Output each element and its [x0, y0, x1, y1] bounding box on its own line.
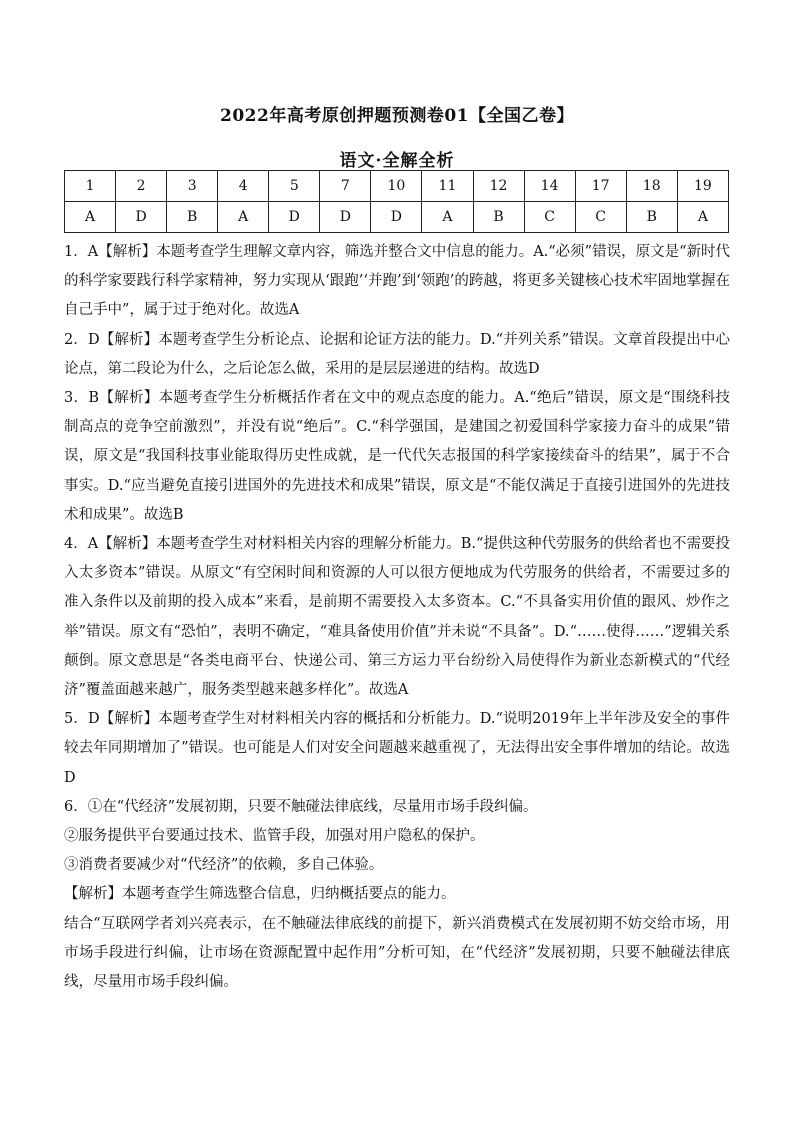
answer-cell: A: [65, 202, 116, 233]
question-number-cell: 5: [269, 171, 320, 202]
solution-paragraph: 5．D【解析】本题考查学生对材料相关内容的概括和分析能力。D.“说明2019年上半年涉及安全的事件较去年同期增加了”错误。也可能是人们对安全问题越来越重视了，无法得出安全事件增加的结论。故选D: [64, 711, 730, 786]
solution-paragraph: 1．A【解析】本题考查学生理解文章内容，筛选并整合文中信息的能力。A.“必须”错误，原文是“新时代的科学家要践行科学家精神，努力实现从‘跟跑’‘并跑’到‘领跑’的跨越，将更多关键核心技术牢固地掌握在自己手中”，属于过于绝对化。故选A: [64, 244, 731, 319]
question-number-cell: 10: [371, 171, 422, 202]
answer-cell: D: [320, 202, 371, 233]
solution-paragraph: 3．B【解析】本题考查学生分析概括作者在文中的观点态度的能力。A.“绝后”错误，原文是“围绕科技制高点的竞争空前激烈”，并没有说“绝后”。C.“科学强国，是建国之初爱国科学家接力奋斗的成果”错误，原文是“我国科技事业能取得历史性成就，是一代代矢志报国的科学家接续奋斗的结果”，属于不合事实。D.“应当避免直接引进国外的先进技术和成果”错误，原文是“不能仅满足于直接引进国外的先进技术和成果”。故选B: [64, 390, 730, 523]
solution-paragraph: 6．①在“代经济”发展初期，只要不触碰法律底线，尽量用市场手段纠偏。: [64, 798, 538, 815]
question-number-cell: 17: [575, 171, 626, 202]
answer-row: [65, 202, 729, 233]
answer-cell: D: [269, 202, 320, 233]
answer-cell: A: [422, 202, 473, 233]
answer-cell: A: [218, 202, 269, 233]
question-number-cell: 19: [677, 171, 728, 202]
solution-paragraph: ②服务提供平台要通过技术、监管手段，加强对用户隐私的保护。: [64, 828, 485, 845]
answer-cell: B: [167, 202, 218, 233]
solution-paragraph: ③消费者要减少对“代经济”的依赖，多自己体验。: [64, 857, 384, 874]
solution-paragraph: 结合“互联网学者刘兴亮表示，在不触碰法律底线的前提下，新兴消费模式在发展初期不妨交给市场，用市场手段进行纠偏，让市场在资源配置中起作用”分析可知，在“代经济”发展初期，只要不触碰法律底线，尽量用市场手段纠偏。: [64, 915, 730, 991]
document-subtitle: 语文·全解全析: [339, 151, 455, 171]
answer-cell: B: [626, 202, 677, 233]
question-number-cell: 18: [626, 171, 677, 202]
answer-cell: C: [524, 202, 575, 233]
answer-cell: D: [116, 202, 167, 233]
solution-paragraph: 4．A【解析】本题考查学生对材料相关内容的理解分析能力。B.“提供这种代劳服务的供给者也不需要投入太多资本”错误。从原文“有空闲时间和资源的人可以很方便地成为代劳服务的供给者，不需要过多的准入条件以及前期的投入成本”来看，是前期不需要投入太多资本。C.“不具备实用价值的跟风、炒作之举”错误。原文有“恐怕”，表明不确定，“难具备使用价值”并未说“不具备”。D.“……使得……”逻辑关系颠倒。原文意思是“各类电商平台、快递公司、第三方运力平台纷纷入局使得作为新业态新模式的“代经济”覆盖面越来越广，服务类型越来越多样化”。故选A: [64, 536, 730, 699]
answer-cell: A: [677, 202, 728, 233]
question-number-cell: 4: [218, 171, 269, 202]
question-number-cell: 12: [473, 171, 524, 202]
question-number-cell: 14: [524, 171, 575, 202]
question-number-cell: 1: [65, 171, 116, 202]
answer-cell: D: [371, 202, 422, 233]
question-number-cell: 7: [320, 171, 371, 202]
answer-cell: B: [473, 202, 524, 233]
question-number-cell: 3: [167, 171, 218, 202]
answer-cell: C: [575, 202, 626, 233]
solution-paragraph: 2．D【解析】本题考查学生分析论点、论据和论证方法的能力。D.“并列关系”错误。文章首段提出中心论点，第二段论为什么，之后论怎么做，采用的是层层递进的结构。故选D: [64, 331, 730, 377]
question-number-cell: 2: [116, 171, 167, 202]
question-number-row: [65, 171, 729, 202]
solution-paragraph: 【解析】本题考查学生筛选整合信息，归纳概括要点的能力。: [64, 886, 456, 903]
document-title: 2022年高考原创押题预测卷01【全国乙卷】: [220, 106, 574, 126]
answer-table: [64, 170, 729, 233]
question-number-cell: 11: [422, 171, 473, 202]
solutions-body: [64, 238, 730, 997]
